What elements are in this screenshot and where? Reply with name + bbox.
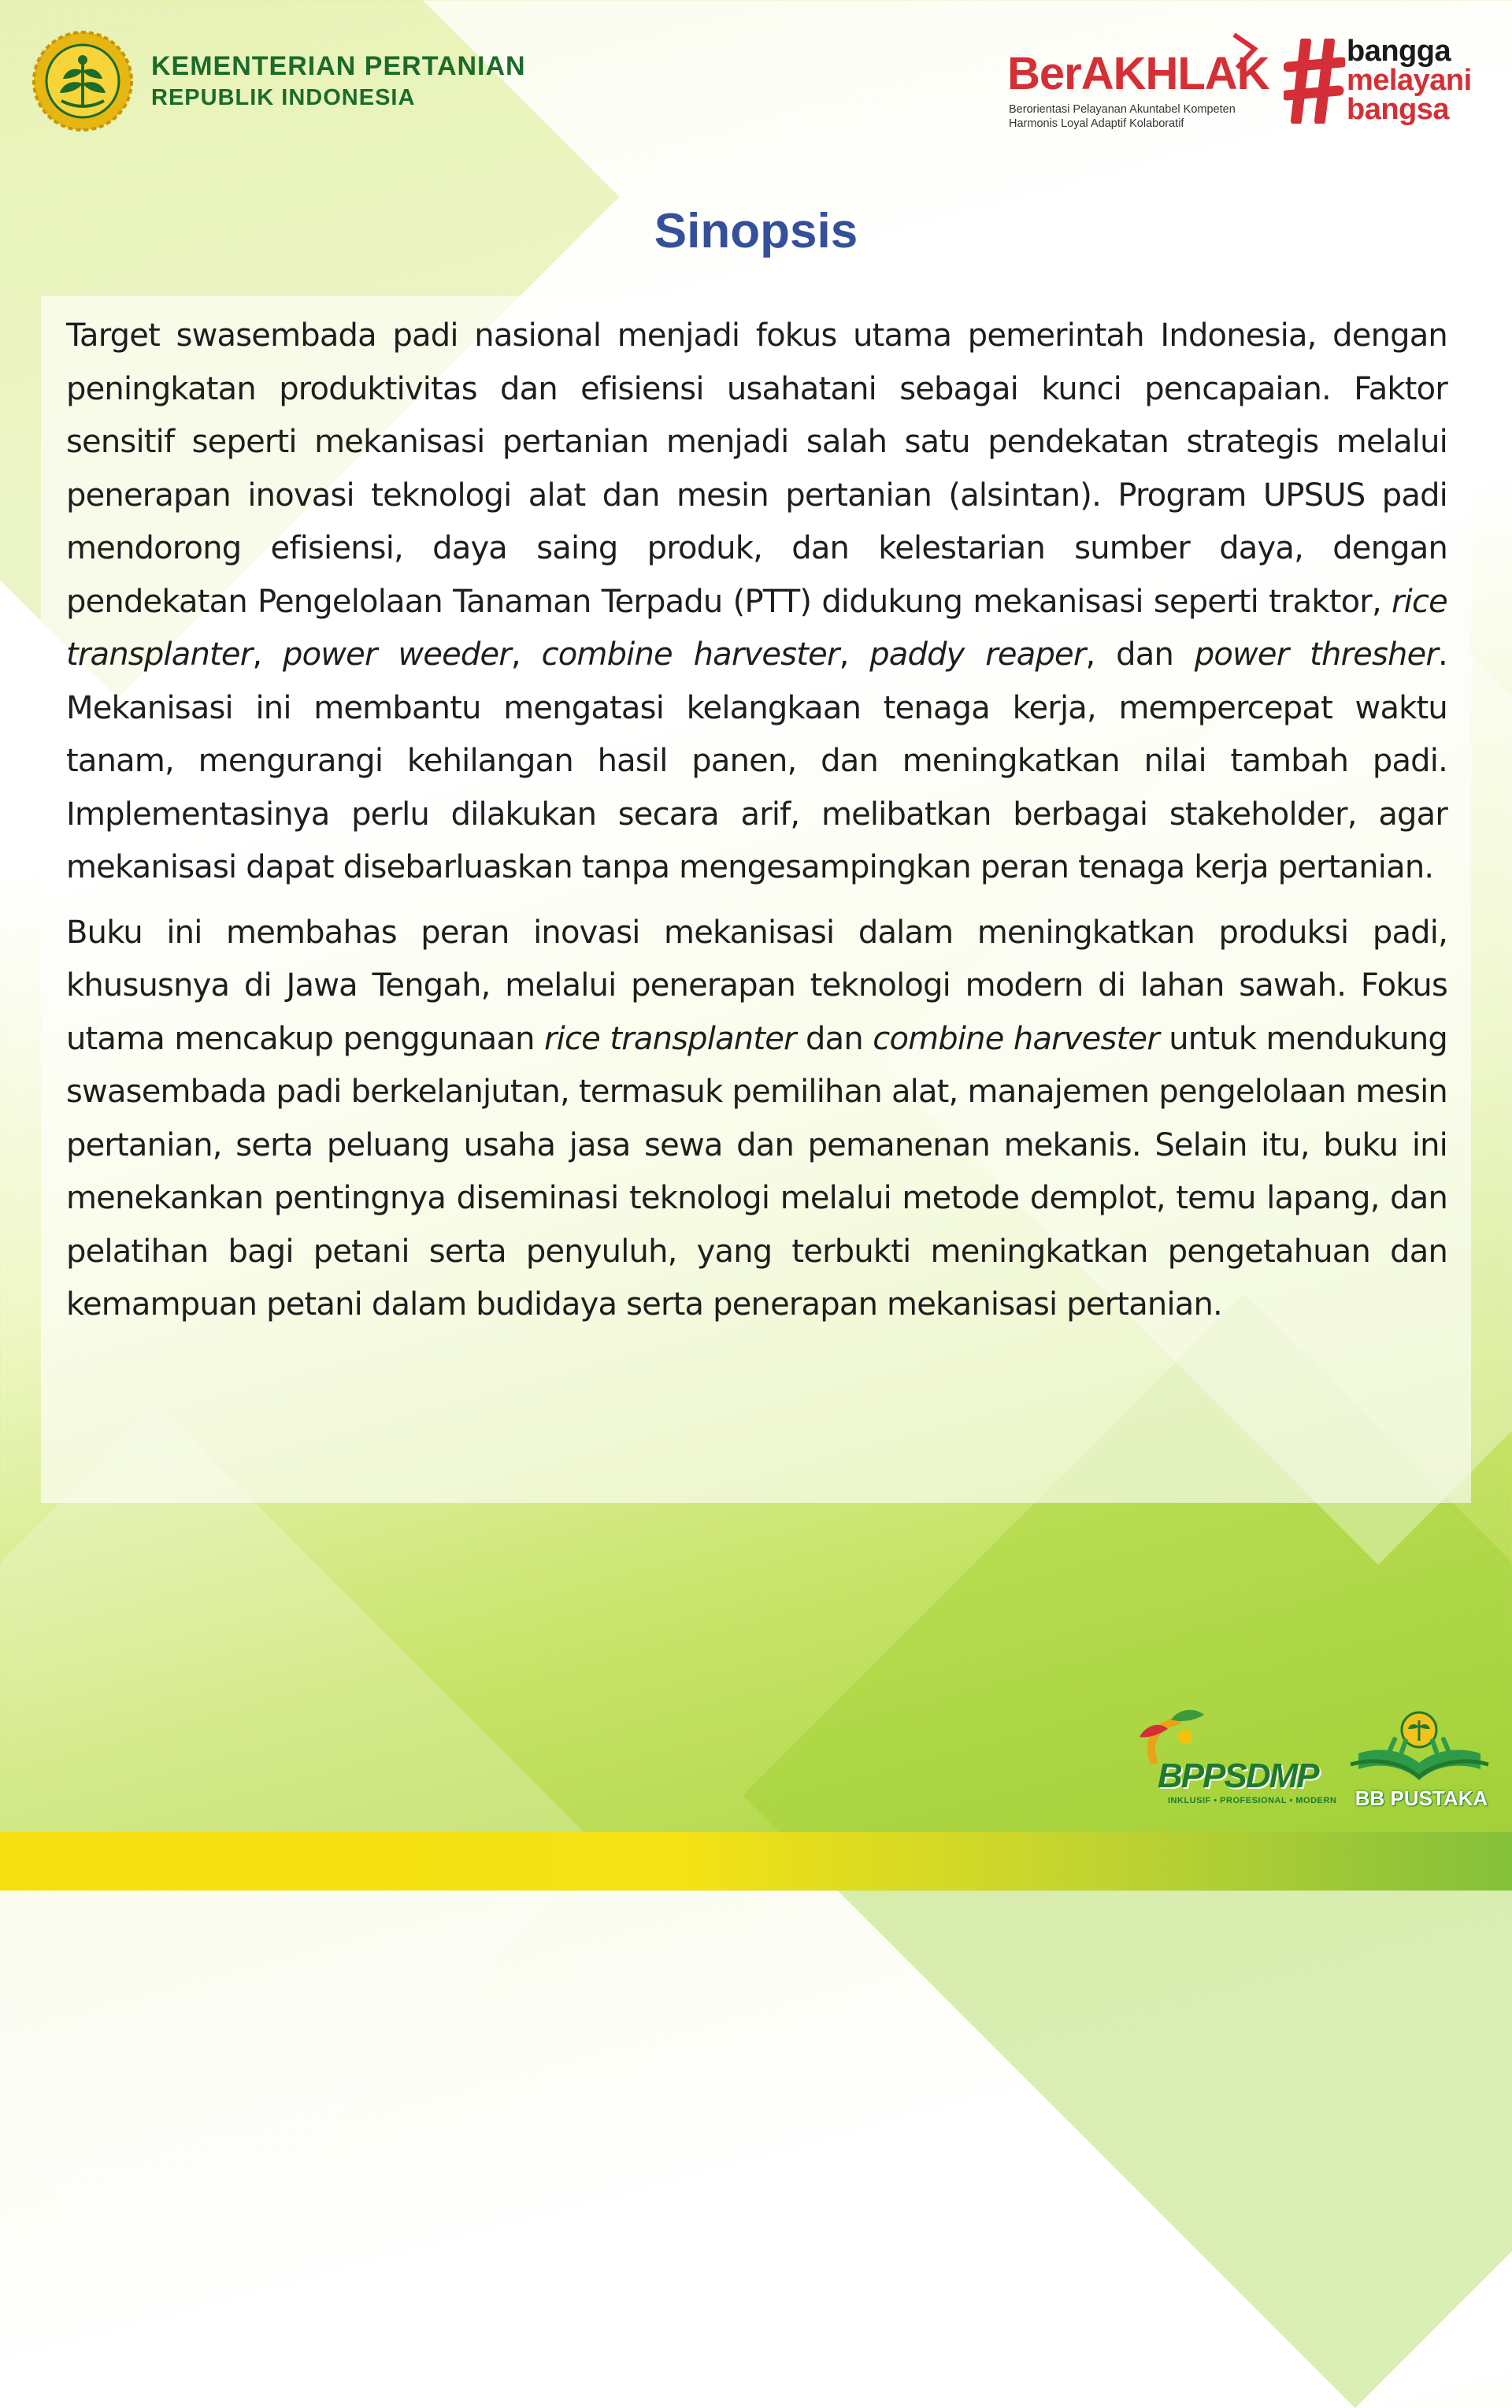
bppsdmp-tagline: INKLUSIF • PROFESIONAL • MODERN [1168, 1796, 1337, 1805]
chevron-icon [1231, 32, 1262, 71]
bangga-melayani-bangsa-logo [1284, 35, 1496, 138]
melayani-word: melayani [1347, 64, 1472, 97]
ministry-logo-icon [32, 30, 134, 132]
bottom-color-bar [0, 1832, 1512, 1890]
bb-pustaka-logo [1343, 1708, 1496, 1814]
page-title: Sinopsis [654, 204, 858, 258]
paragraph-1: Target swasembada padi nasional menjadi fokus utama pemerintah Indonesia, dengan peningkatan produktivitas dan efisiensi usahatani sebagai kunci pencapaian. Faktor sensitif seperti mekanisasi pertanian menjadi salah satu pendekatan strategis melalui penerapan inovasi teknologi alat dan mesin pertanian (alsintan). Program UPSUS padi mendorong efisiensi, daya saing produk, dan kelestarian sumber daya, dengan pendekatan Pengelolaan Tanaman Terpadu (PTT) didukung mekanisasi seperti traktor, rice transplanter, power weeder, combine harvester, paddy reaper, dan power thresher. Mekanisasi ini membantu mengatasi kelangkaan tenaga kerja, mempercepat waktu tanam, mengurangi kehilangan hasil panen, dan meningkatkan nilai tambah padi. Implementasinya perlu dilakukan secara arif, melibatkan berbagai stakeholder, agar mekanisasi dapat disebarluaskan tanpa mengesampingkan peran tenaga kerja pertanian. [66, 317, 1447, 885]
berakhlak-title: BerAKHLAK [1007, 48, 1269, 99]
ministry-country: REPUBLIK INDONESIA [151, 85, 416, 110]
paragraph-2: Buku ini membahas peran inovasi mekanisasi dalam meningkatkan produksi padi, khususnya di Jawa Tengah, melalui penerapan teknologi modern di lahan sawah. Fokus utama mencakup penggunaan rice transplanter dan combine harvester untuk mendukung swasembada padi berkelanjutan, termasuk pemilihan alat, manajemen pengelolaan mesin pertanian, serta peluang usaha jasa sewa dan pemanenan mekanis. Selain itu, buku ini menekankan pentingnya diseminasi teknologi melalui metode demplot, temu lapang, dan pelatihan bagi petani serta penyuluh, yang terbukti meningkatkan pengetahuan dan kemampuan petani dalam budidaya serta penerapan mekanisasi pertanian. [66, 914, 1447, 1323]
hashtag-icon [1284, 39, 1345, 124]
berakhlak-logo [1004, 32, 1272, 134]
synopsis-content [41, 296, 1471, 1503]
ministry-header [32, 30, 526, 132]
ministry-name: KEMENTERIAN PERTANIAN [151, 51, 526, 81]
bppsdmp-logo [1122, 1705, 1335, 1812]
bangga-word: bangga [1347, 35, 1451, 68]
berakhlak-subtitle: Berorientasi Pelayanan Akuntabel Kompeten Harmonis Loyal Adaptif Kolaboratif [1009, 103, 1236, 130]
bb-pustaka-name: BB PUSTAKA [1354, 1787, 1488, 1810]
bangsa-word: bangsa [1347, 93, 1450, 126]
bppsdmp-name: BPPSDMP [1158, 1757, 1318, 1795]
bb-pustaka-emblem-icon [1343, 1708, 1496, 1794]
